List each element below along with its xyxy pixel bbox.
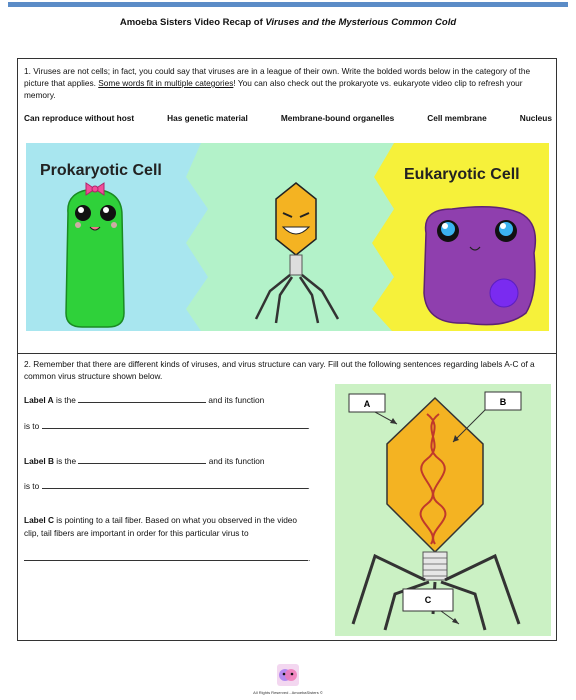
term-list [24,113,552,123]
eukaryotic-cell-label: Eukaryotic Cell [404,166,520,183]
label-c-paragraph [24,514,314,540]
question-1-box [17,58,557,354]
amoeba-sisters-logo [277,664,299,686]
label-b-is-to: is to [24,481,40,491]
label-text-a: A [363,399,371,409]
title-prefix: Amoeba Sisters Video Recap of [119,17,266,28]
prokaryote-character [66,183,124,327]
label-b-function-blank[interactable] [42,480,308,489]
question-1-text [24,65,552,101]
term-cell-membrane: Cell membrane [427,113,487,123]
title-italic: Viruses and the Mysterious Common Cold [265,17,457,28]
top-accent-bar [8,2,568,7]
label-c-term: Label C [24,515,54,525]
label-c-answer-line: . [24,552,310,563]
q1-text-part-a: 1. Viruses are not cells; in fact, you could say that viruses are in a league of their own. Write the bolded words below in the category of the picture that applies. [24,66,531,88]
virus-structure-diagram [335,384,551,636]
label-b-mid: is the [53,456,79,466]
label-b-term: Label B [24,456,54,466]
label-a-function-blank[interactable] [42,420,308,429]
label-a-blank[interactable] [78,394,206,403]
question-2-text: 2. Remember that there are different kinds of viruses, and virus structure can vary. Fill out the following sentences regarding labels A-C of a common virus structure shown below. [24,359,535,381]
label-a-function-line: is to . [24,421,310,431]
question-2-box [17,353,557,641]
q1-underlined-text: Some words fit in multiple categories [98,78,234,88]
label-b-sentence [24,455,265,466]
footer-copyright: All Rights Reserved - AmoebaSisters © [253,690,323,695]
term-reproduce: Can reproduce without host [24,113,135,123]
term-organelles: Membrane-bound organelles [280,113,395,123]
q1-text-part-b: ! You can also check out the prokaryote vs. eukaryote video clip to refresh your memory. [24,78,523,100]
label-b-blank[interactable] [78,455,206,464]
label-b-end: and its function [206,456,265,466]
label-c-text: is pointing to a tail fiber. Based on what you observed in the video clip, tail fibers are important in order for this particular virus to [24,515,298,538]
page-title [0,17,576,28]
label-a-mid: is the [53,395,79,405]
eukaryote-character [424,207,535,325]
label-b-function-line: is to . [24,481,310,491]
label-text-b: B [499,397,507,407]
label-a-term: Label A [24,395,54,405]
prokaryotic-cell-label: Prokaryotic Cell [40,162,162,179]
term-nucleus: Nucleus [519,113,552,123]
label-c-answer-blank[interactable] [24,552,308,561]
label-a-sentence [24,394,264,405]
label-text-c: C [424,595,432,605]
label-a-is-to: is to [24,421,40,431]
label-a-end: and its function [206,395,265,405]
term-genetic-material: Has genetic material [167,113,248,123]
cell-comparison-banner [26,143,549,331]
